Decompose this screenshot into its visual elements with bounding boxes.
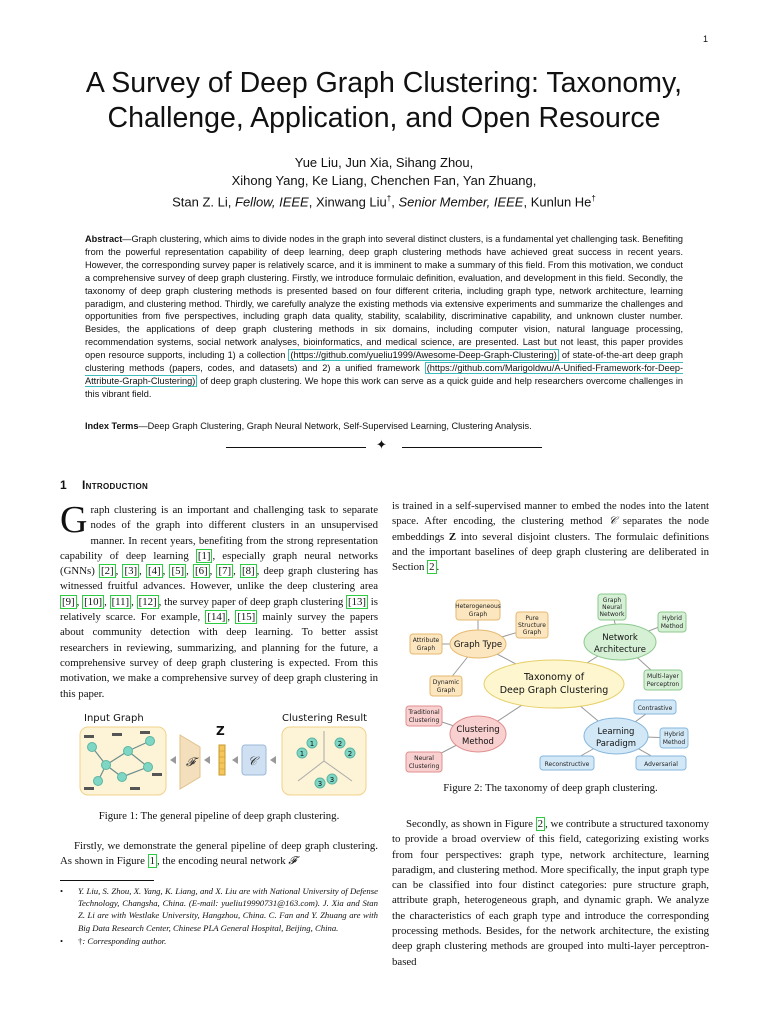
figure-1-caption: Figure 1: The general pipeline of deep graph clustering. bbox=[98, 810, 340, 822]
svg-text:Network: Network bbox=[599, 611, 625, 618]
citation-link[interactable]: [8] bbox=[241, 565, 255, 578]
author-list bbox=[60, 154, 708, 211]
svg-text:Graph: Graph bbox=[416, 645, 436, 652]
citation-link[interactable]: [12] bbox=[138, 595, 157, 608]
svg-text:Graph: Graph bbox=[602, 597, 622, 604]
citation-link[interactable]: [15] bbox=[237, 611, 256, 624]
svg-text:2: 2 bbox=[347, 750, 353, 758]
svg-text:Architecture: Architecture bbox=[593, 645, 647, 655]
svg-text:Adversarial: Adversarial bbox=[644, 761, 678, 768]
svg-text:Paradigm: Paradigm bbox=[595, 739, 637, 749]
citation-link[interactable]: [4] bbox=[147, 565, 161, 578]
citation-link[interactable]: [1] bbox=[197, 549, 211, 562]
footnote-corresponding: • †: Corresponding author. bbox=[60, 935, 167, 946]
footnote-affiliations: • Y. Liu, S. Zhou, X. Yang, K. Liang, and X. Liu are with National University of Defense Technology, Changsha, China. (E-mail: yueliu19990731@163.com). J. Xia and Stan Z. Li are with Westlake University, Hangzhou, China. C. Fan and Y. Zhuang are with Big Data Research Center, Chinese PLA General Hospital, Beijing, China. bbox=[60, 886, 378, 933]
svg-text:Dynamic: Dynamic bbox=[432, 679, 460, 686]
svg-text:Attribute: Attribute bbox=[412, 637, 440, 644]
graph-node bbox=[94, 777, 103, 786]
figure-2-taxonomy bbox=[400, 592, 700, 774]
title-line-2: Challenge, Application, and Open Resource bbox=[107, 102, 661, 134]
embedding-z-label: Z bbox=[216, 724, 225, 738]
intro-right-paragraph-1: is trained in a self-supervised manner to embed the nodes into the latent space. After encoding, the clustering method 𝒞 separates the node embeddings Z into several disjoint clusters. The formulaic definitions and the important baselines of deep graph clustering are deliberated in Section 2 . bbox=[392, 500, 710, 574]
svg-text:Taxonomy of: Taxonomy of bbox=[523, 672, 585, 683]
abstract-label: Abstract bbox=[85, 234, 123, 244]
svg-text:Clustering: Clustering bbox=[408, 717, 440, 724]
dropcap: G bbox=[60, 499, 88, 541]
citation-link[interactable]: [7] bbox=[218, 565, 232, 578]
citation-link[interactable]: [9] bbox=[62, 595, 75, 608]
svg-text:3: 3 bbox=[329, 776, 335, 784]
svg-text:Method: Method bbox=[662, 739, 686, 746]
svg-text:Graph: Graph bbox=[468, 611, 488, 618]
svg-text:Perceptron: Perceptron bbox=[646, 681, 680, 688]
citation-link[interactable]: [6] bbox=[194, 565, 208, 578]
svg-text:Reconstructive: Reconstructive bbox=[544, 761, 590, 768]
svg-text:Method: Method bbox=[660, 623, 684, 630]
graph-node bbox=[118, 773, 127, 782]
svg-text:Clustering: Clustering bbox=[408, 763, 440, 770]
section-heading: 1 Introduction bbox=[60, 478, 149, 492]
authors-line-3: Stan Z. Li, Fellow, IEEE, Xinwang Liu†, Senior Member, IEEE, Kunlun He† bbox=[172, 194, 596, 210]
divider-star-icon: ✦ bbox=[376, 438, 387, 453]
framework-repo-link[interactable]: (https://github.com/Marigoldwu/A-Unified-Framework-for-Deep-Attribute-Graph-Clustering) bbox=[85, 363, 683, 386]
svg-text:1: 1 bbox=[299, 750, 305, 758]
section-divider bbox=[226, 440, 542, 454]
abstract: Abstract—Graph clustering, which aims to divide nodes in the graph into several distinct clusters, is a fundamental yet challenging task. Benefiting from the powerful representation capability of deep learning, deep graph clustering methods have achieved great success in recent years. However, the corresponding survey paper is relatively scarce, and it is imminent to make a summary of this field. From this motivation, we conduct a comprehensive survey of deep graph clustering. Firstly, we introduce formulaic definition, evaluation, and development in this field. Secondly, the taxonomy of deep graph clustering methods is presented based on four different criteria, including graph type, network architecture, learning paradigm, and clustering method. Thirdly, we carefully analyze the existing methods via extensive experiments and summarize the challenges and opportunities from five perspectives, including graph data quality, stability, scalability, discriminative capability, and unknown cluster number. Besides, the applications of deep graph clustering methods in six domains, including computer vision, natural language processing, recommendation systems, social network analyses, bioinformatics, and medical science, are presented. Last but not least, this paper provides open resource supports, including 1) a collection (https://github.com/yueliu1999/Awesome-Deep-Graph-Clustering) of state-of-the-art deep graph clustering methods (papers, codes, and datasets) and 2) a unified framework (https://github.com/Marigoldwu/A-Unified-Framework-for-Deep-Attribute-Graph-Clustering) of deep graph clustering. We hope this work can serve as a quick guide and help researchers overcome challenges in this vibrant field. bbox=[85, 234, 683, 399]
citation-link[interactable]: [14] bbox=[207, 611, 226, 624]
title-line-1: A Survey of Deep Graph Clustering: Taxonomy, bbox=[85, 67, 683, 99]
citation-link[interactable]: [13] bbox=[348, 595, 367, 608]
svg-text:Graph: Graph bbox=[436, 687, 456, 694]
clustering-result-label: Clustering Result bbox=[282, 713, 368, 724]
footnotes bbox=[60, 885, 378, 948]
svg-text:Contrastive: Contrastive bbox=[637, 705, 673, 712]
figure-1-link[interactable]: 1 bbox=[149, 855, 155, 868]
svg-text:Hybrid: Hybrid bbox=[662, 615, 682, 622]
svg-text:3: 3 bbox=[317, 780, 323, 788]
svg-text:Clustering: Clustering bbox=[456, 725, 500, 735]
svg-text:Network: Network bbox=[602, 633, 638, 643]
svg-text:Deep Graph Clustering: Deep Graph Clustering bbox=[499, 685, 609, 696]
awesome-repo-link[interactable]: (https://github.com/yueliu1999/Awesome-Deep-Graph-Clustering) bbox=[290, 350, 557, 361]
svg-text:Graph: Graph bbox=[522, 629, 542, 636]
graph-node bbox=[88, 743, 97, 752]
svg-text:2: 2 bbox=[337, 740, 343, 748]
svg-text:Graph Type: Graph Type bbox=[453, 640, 503, 650]
citation-link[interactable]: [3] bbox=[124, 565, 138, 578]
svg-text:Pure: Pure bbox=[525, 615, 539, 622]
graph-node bbox=[146, 737, 155, 746]
clustering-symbol: 𝒞 bbox=[248, 754, 257, 768]
svg-text:Structure: Structure bbox=[518, 622, 546, 629]
embedding-vector bbox=[219, 745, 225, 775]
citation-link[interactable]: [11] bbox=[111, 595, 130, 608]
svg-text:Heterogeneous: Heterogeneous bbox=[455, 603, 501, 610]
page-number: 1 bbox=[702, 34, 708, 44]
svg-text:Multi-layer: Multi-layer bbox=[647, 673, 679, 680]
svg-text:Hybrid: Hybrid bbox=[664, 731, 684, 738]
svg-text:1: 1 bbox=[309, 740, 315, 748]
svg-text:Traditional: Traditional bbox=[408, 709, 440, 716]
graph-node bbox=[144, 763, 153, 772]
citation-link[interactable]: [2] bbox=[100, 565, 114, 578]
authors-line-1: Yue Liu, Jun Xia, Sihang Zhou, bbox=[294, 155, 474, 170]
svg-text:Neural: Neural bbox=[414, 755, 434, 762]
footnote-rule bbox=[60, 880, 154, 881]
figure-2-caption: Figure 2: The taxonomy of deep graph clustering. bbox=[443, 782, 658, 794]
graph-node bbox=[102, 761, 111, 770]
index-terms: Index Terms—Deep Graph Clustering, Graph Neural Network, Self-Supervised Learning, Clustering Analysis. bbox=[85, 421, 532, 431]
intro-paragraph-1: Graph clustering is an important and challenging task to separate nodes of the graph into different clusters in an unsupervised manner. In recent years, benefiting from the strong representation capability of deep learning [1] , especially graph neural networks (GNNs) [2] , [3] , [4] , [5] , [6] , [7] , [8] , deep graph clustering has witnessed fruitful advances. However, unlike the deep clustering area [9] , [10] , [11] , [12] , the survey paper of deep graph clustering [13] is relatively scarce. For example, [14] , [15] mainly survey the papers about community detection with deep learning. To better assist researchers in reviewing, summarizing, and planning for the future, a comprehensive survey of deep graph clustering is expected. From this motivation, we make a comprehensive survey of deep graph clustering in this paper. bbox=[60, 499, 379, 700]
input-graph-label: Input Graph bbox=[84, 713, 144, 724]
taxonomy-center-node bbox=[484, 660, 624, 708]
citation-link[interactable]: [5] bbox=[171, 565, 185, 578]
paper-title bbox=[40, 66, 728, 136]
intro-paragraph-2: Firstly, we demonstrate the general pipeline of deep graph clustering. As shown in Figure 1 , the encoding neural network 𝓕 bbox=[60, 840, 378, 868]
svg-text:Neural: Neural bbox=[602, 604, 622, 611]
authors-line-2: Xihong Yang, Ke Liang, Chenchen Fan, Yan Zhuang, bbox=[231, 173, 537, 188]
encoder-symbol: 𝓕 bbox=[186, 755, 195, 769]
intro-right-paragraph-2: Secondly, as shown in Figure 2 , we contribute a structured taxonomy to provide a broad overview of this field, categorizing existing works from four perspectives: graph type, network architecture, learning paradigm, and clustering method. More specifically, the input graph type can be classified into four distinct categories: pure structure graph, attribute graph, heterogeneous graph, and dynamic graph. We analyze the characteristics of each graph type and introduce the corresponding processing methods. Besides, for the network architecture, the existing deep graph clustering methods are grouped into multi-layer perceptron-based bbox=[392, 818, 709, 968]
svg-text:Method: Method bbox=[462, 737, 494, 747]
figure-2-link[interactable]: 2 bbox=[537, 818, 544, 830]
section-2-link[interactable]: 2 bbox=[429, 561, 435, 574]
figure-1-pipeline bbox=[76, 707, 372, 803]
graph-node bbox=[124, 747, 133, 756]
citation-link[interactable]: [10] bbox=[84, 595, 103, 608]
svg-text:Learning: Learning bbox=[597, 727, 635, 737]
